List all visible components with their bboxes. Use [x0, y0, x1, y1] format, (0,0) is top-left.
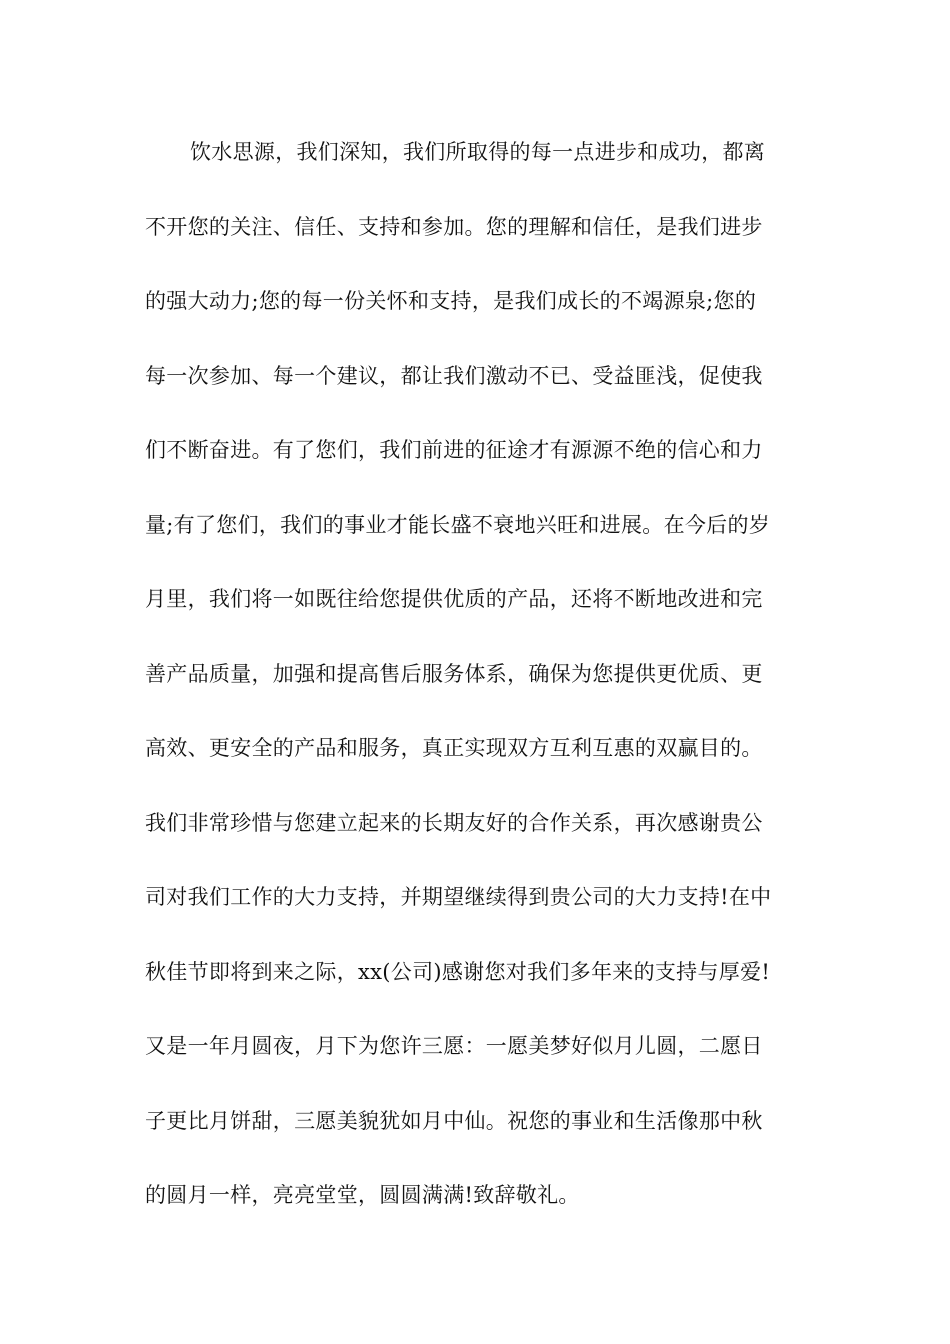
text-line: 秋佳节即将到来之际，xx(公司)感谢您对我们多年来的支持与厚爱!: [145, 959, 771, 984]
text-line: 我们非常珍惜与您建立起来的长期友好的合作关系，再次感谢贵公: [145, 810, 763, 835]
text-line: 善产品质量，加强和提高售后服务体系，确保为您提供更优质、更: [145, 661, 763, 686]
text-line: 的圆月一样，亮亮堂堂，圆圆满满!致辞敬礼。: [145, 1183, 580, 1207]
text-line: 不开您的关注、信任、支持和参加。您的理解和信任，是我们进步: [145, 214, 763, 239]
text-line: 的强大动力;您的每一份关怀和支持，是我们成长的不竭源泉;您的: [145, 289, 757, 313]
text-line: 子更比月饼甜，三愿美貌犹如月中仙。祝您的事业和生活像那中秋: [145, 1108, 763, 1133]
text-line: 高效、更安全的产品和服务，真正实现双方互利互惠的双赢目的。: [145, 736, 763, 760]
text-line: 量;有了您们，我们的事业才能长盛不衰地兴旺和进展。在今后的岁: [145, 512, 771, 537]
text-line: 每一次参加、每一个建议，都让我们激动不已、受益匪浅，促使我: [145, 363, 763, 388]
text-line: 饮水思源，我们深知，我们所取得的每一点进步和成功，都离: [190, 140, 766, 164]
text-line: 们不断奋进。有了您们，我们前进的征途才有源源不绝的信心和力: [145, 438, 763, 462]
text-line: 月里，我们将一如既往给您提供优质的产品，还将不断地改进和完: [145, 587, 763, 611]
text-line: 又是一年月圆夜，月下为您许三愿：一愿美梦好似月儿圆，二愿日: [145, 1034, 763, 1058]
text-line: 司对我们工作的大力支持，并期望继续得到贵公司的大力支持!在中: [145, 885, 772, 909]
document-body: [145, 126, 810, 1244]
